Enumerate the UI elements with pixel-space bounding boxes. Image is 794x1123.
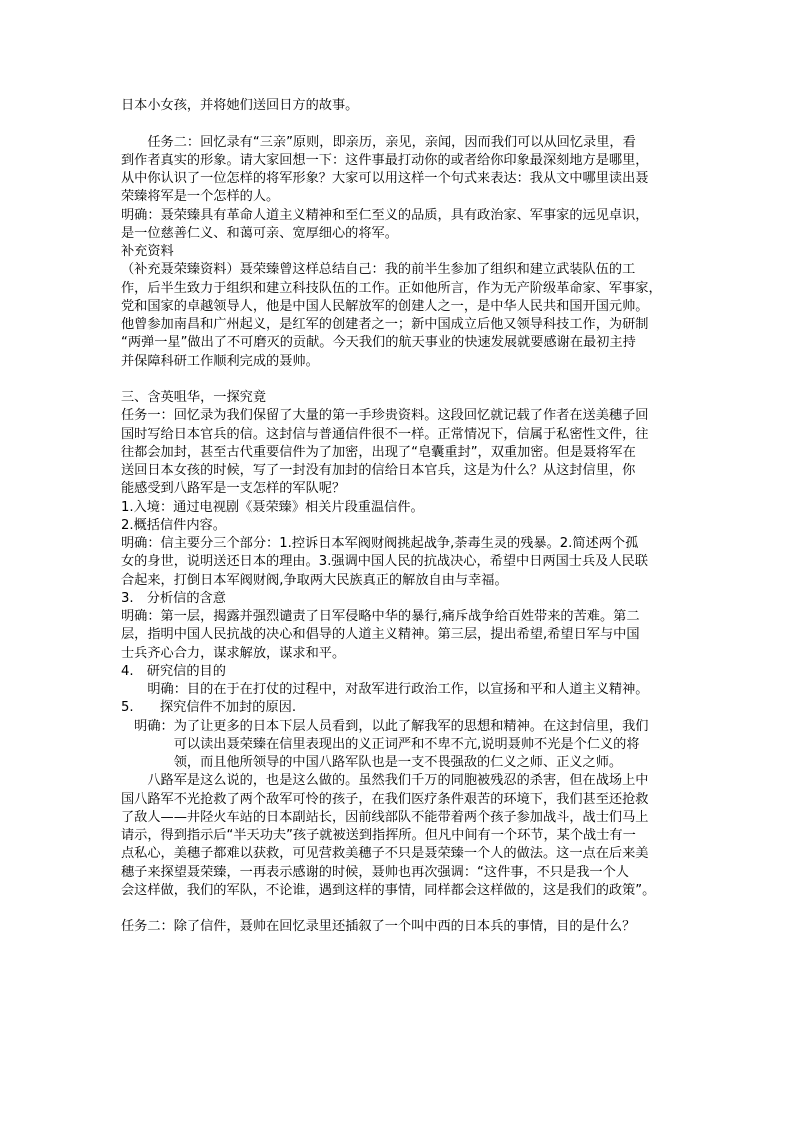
text-line: 他曾参加南昌和广州起义，是红军的创建者之一；新中国成立后他又领导科技工作，为研制 [121,317,649,332]
text-line: “两弹一星”做出了不可磨灭的贡献。今天我们的航天事业的快速发展就要感谢在最初主持 [121,335,636,351]
text-line: 补充资料 [121,244,174,259]
text-line: 会这样做，我们的军队，不论谁，遇到这样的事情，同样都会这样做的，这是我们的政策”。 [121,882,656,898]
text-line: 送回日本女孩的时候，写了一封没有加封的信给日本官兵，这是为什么？从这封信里，你 [121,463,636,478]
text-line: 国时写给日本官兵的信。这封信与普通信件很不一样。正常情况下，信属于私密性文件，往 [121,426,649,442]
text-line: 明确：聂荣臻具有革命人道主义精神和至仁至义的品质，具有政治家、军事家的远见卓识， [121,207,649,223]
text-line: 任务二：除了信件，聂帅在回忆录里还插叙了一个叫中西的日本兵的事情，目的是什么？ [121,919,636,935]
text-line: 八路军是这么说的，也是这么做的。虽然我们千万的同胞被残忍的杀害，但在战场上中 [121,773,649,789]
text-line: 到作者真实的形象。请大家回想一下：这件事最打动你的或者给你印象最深刻地方是哪里， [121,152,649,168]
text-line: 穗子来探望聂荣臻，一再表示感谢的时候，聂帅也再次强调：“这件事，不只是我一个人 [121,864,629,880]
text-line: 党和国家的卓越领导人，他是中国人民解放军的创建人之一，是中华人民共和国开国元帅。 [121,298,649,314]
text-line: 能感受到八路军是一支怎样的军队呢？ [121,481,346,497]
text-line: 明确：目的在于在打仗的过程中，对敌军进行政治工作，以宣扬和平和人道主义精神。 [121,682,649,697]
text-line: 领，而且他所领导的中国八路军队也是一支不畏强敌的仁义之师、正义之师。 [121,755,623,770]
text-line: 作，后半生致力于组织和建立科技队伍的工作。正如他所言，作为无产阶级革命家、军事家， [121,280,662,296]
text-line: 荣臻将军是一个怎样的人。 [121,189,280,205]
text-line: 点私心，美穗子都难以获救，可见营救美穗子不只是聂荣臻一个人的做法。这一点在后来美 [121,846,649,862]
text-line: 2.概括信件内容。 [121,517,226,533]
text-line: 女的身世，说明送还日本的理由。3.强调中国人民的抗战决心，希望中日两国士兵及人民联 [121,554,648,570]
text-line: 4. 研究信的目的 [121,663,226,679]
text-line: 国八路军不光抢救了两个敌军可怜的孩子，在我们医疗条件艰苦的环境下，我们甚至还抢救 [121,791,649,807]
text-line: 3. 分析信的含意 [121,590,226,606]
text-line: 可以读出聂荣臻在信里表现出的义正词严和不卑不亢,说明聂帅不光是个仁义的将 [121,736,640,752]
text-line: 三、含英咀华，一探究竟 [121,390,267,405]
text-line: 是一位慈善仁义、和蔼可亲、宽厚细心的将军。 [121,225,398,241]
text-line: 5. 探究信件不加封的原因. [121,700,297,716]
text-line: 1.入境：通过电视剧《聂荣臻》相关片段重温信件。 [121,499,424,515]
text-line: 明确：第一层，揭露并强烈谴责了日军侵略中华的暴行,痛斥战争给百姓带来的苦难。第二 [121,609,640,624]
text-line: 明确：为了让更多的日本下层人员看到，以此了解我军的思想和精神。在这封信里，我们 [121,718,649,734]
text-line: 任务一：回忆录为我们保留了大量的第一手珍贵资料。这段回忆就记载了作者在送美穗子回 [121,408,649,424]
text-line: 士兵齐心合力，谋求解放，谋求和平。 [121,645,346,661]
text-line: 往都会加封，甚至古代重要信件为了加密，出现了“皂囊重封”，双重加密。但是聂将军在 [121,444,636,460]
text-line: 日本小女孩，并将她们送回日方的故事。 [121,98,359,113]
text-line: 任务二：回忆录有“三亲”原则，即亲历，亲见，亲闻，因而我们可以从回忆录里，看 [121,134,636,150]
text-line: 并保障科研工作顺利完成的聂帅。 [121,353,319,369]
text-line: 请示，得到指示后“半天功夫”孩子就被送到指挥所。但凡中间有一个环节，某个战士有一 [121,828,636,843]
text-line: 合起来，打倒日本军阀财阀,争取两大民族真正的解放自由与幸福。 [121,572,508,588]
text-line: 明确：信主要分三个部分：1.控诉日本军阀财阀挑起战争,荼毒生灵的残暴。2.简述两个孤 [121,536,639,551]
text-line: 了敌人——井陉火车站的日本副站长，因前线部队不能带着两个孩子参加战斗，战士们马上 [121,809,649,825]
text-line: 层，指明中国人民抗战的决心和倡导的人道主义精神。第三层，提出希望,希望日军与中国 [121,627,640,643]
text-line: 从中你认识了一位怎样的将军形象？大家可以用这样一个句式来表达：我从文中哪里读出聂 [121,171,649,186]
text-line: （补充聂荣臻资料）聂荣臻曾这样总结自己：我的前半生参加了组织和建立武装队伍的工 [121,262,636,278]
